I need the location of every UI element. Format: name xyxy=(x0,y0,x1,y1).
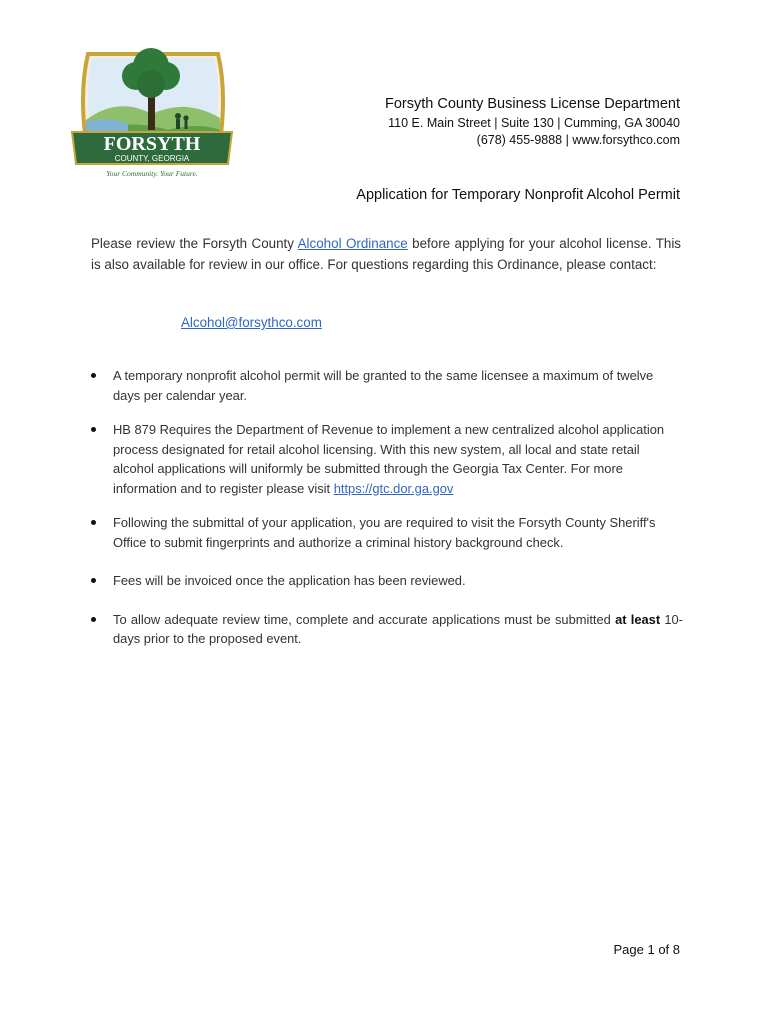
list-item xyxy=(91,420,683,498)
page-number: Page 1 of 8 xyxy=(613,942,680,957)
logo-tagline: Your Community. Your Future. xyxy=(106,169,198,178)
emphasis-text: at least xyxy=(615,611,661,627)
requirements-list xyxy=(91,366,683,649)
bullet-icon xyxy=(91,520,96,525)
alcohol-ordinance-link[interactable]: Alcohol Ordinance xyxy=(297,236,408,251)
bullet-icon xyxy=(91,617,96,622)
department-address: 110 E. Main Street | Suite 130 | Cumming, GA 30040 xyxy=(388,116,680,130)
bullet-text-end: 10-days prior to the proposed event. xyxy=(113,611,683,646)
department-header xyxy=(385,96,680,150)
intro-text-after: before applying for your alcohol license. This is also available for review in our office. For questions regarding this Ordinance, please contact: xyxy=(91,236,681,272)
bullet-icon xyxy=(91,373,96,378)
bullet-text: Following the submittal of your application, you are required to visit the Forsyth County Sheriff's Office to submit fingerprints and authorize a criminal history background check. xyxy=(113,515,656,550)
list-item xyxy=(91,513,683,552)
bullet-text: A temporary nonprofit alcohol permit will be granted to the same licensee a maximum of twelve days per calendar year. xyxy=(113,368,654,403)
list-item xyxy=(91,571,683,591)
bullet-text: HB 879 Requires the Department of Revenue to implement a new centralized alcohol application process designated for retail alcohol licensing. With this new system, all local and state retail alcohol applications will uniformly be submitted through the Georgia Tax Center. For more information and to register please visit xyxy=(113,422,665,496)
logo-wordmark: FORSYTH xyxy=(103,133,201,155)
bullet-text: To allow adequate review time, complete and accurate applications must be submitted xyxy=(113,611,616,627)
list-item xyxy=(91,610,683,649)
logo-subtitle: COUNTY, GEORGIA xyxy=(114,154,190,163)
document-title: Application for Temporary Nonprofit Alcohol Permit xyxy=(356,187,680,203)
list-item xyxy=(91,366,683,405)
bullet-icon xyxy=(91,427,96,432)
county-seal-icon xyxy=(68,36,236,180)
intro-paragraph xyxy=(91,234,681,275)
bullet-icon xyxy=(91,578,96,583)
contact-email-link[interactable]: Alcohol@forsythco.com xyxy=(181,315,322,330)
forsyth-county-logo xyxy=(68,36,236,180)
intro-text-before: Please review the Forsyth County xyxy=(91,236,298,251)
department-contact: (678) 455-9888 | www.forsythco.com xyxy=(476,133,680,147)
gtc-website-link[interactable]: https://gtc.dor.ga.gov xyxy=(333,480,454,496)
department-name: Forsyth County Business License Department xyxy=(385,96,680,112)
bullet-text: Fees will be invoiced once the application has been reviewed. xyxy=(113,573,466,588)
